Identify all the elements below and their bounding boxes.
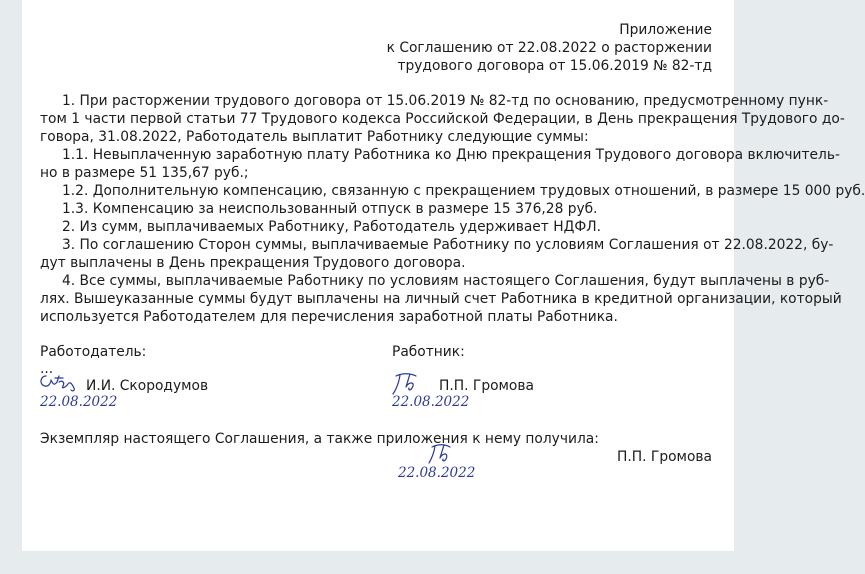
paragraph-3-line-2: дут выплачены в День прекращения Трудового договора. xyxy=(40,255,466,271)
employer-signature-icon xyxy=(38,370,78,396)
paragraph-1-line-1: 1. При расторжении трудового договора от 15.06.2019 № 82-тд по основанию, предусмотренному пунк- xyxy=(62,93,829,109)
paragraph-1-2: 1.2. Дополнительную компенсацию, связанную с прекращением трудовых отношений, в размере 15 000 руб. xyxy=(62,183,865,199)
receipt-text: Экземпляр настоящего Соглашения, а также приложения к нему получила: xyxy=(40,431,599,447)
paragraph-1-1-line-2: но в размере 51 135,67 руб.; xyxy=(40,165,249,181)
paragraph-4-line-1: 4. Все суммы, выплачиваемые Работнику по условиям настоящего Соглашения, будут выплачены в руб- xyxy=(62,273,830,289)
employer-name: И.И. Скородумов xyxy=(86,378,209,394)
paragraph-1-line-2: том 1 части первой статьи 77 Трудового кодекса Российской Федерации, в День прекращения Трудового до- xyxy=(40,111,845,127)
employer-date: 22.08.2022 xyxy=(40,394,118,410)
paragraph-1-line-3: говора, 31.08.2022, Работодатель выплатит Работнику следующие суммы: xyxy=(40,129,589,145)
header-line-agreement: к Соглашению от 22.08.2022 о расторжении xyxy=(386,40,712,56)
header-line-contract: трудового договора от 15.06.2019 № 82-тд xyxy=(397,58,712,74)
receipt-date: 22.08.2022 xyxy=(398,465,476,481)
employee-label: Работник: xyxy=(392,344,465,360)
employee-date: 22.08.2022 xyxy=(392,394,470,410)
employee-name: П.П. Громова xyxy=(439,378,534,394)
employer-label: Работодатель: xyxy=(40,344,147,360)
paragraph-3-line-1: 3. По соглашению Сторон суммы, выплачиваемые Работнику по условиям Соглашения от 22.08.2022, бу- xyxy=(62,237,834,253)
paragraph-4-line-3: используется Работодателем для перечисления заработной платы Работника. xyxy=(40,309,618,325)
header-title: Приложение xyxy=(619,22,712,38)
paragraph-1-1-line-1: 1.1. Невыплаченную заработную плату Работника ко Дню прекращения Трудового договора включитель- xyxy=(62,147,840,163)
receipt-name: П.П. Громова xyxy=(617,449,712,465)
paragraph-2: 2. Из сумм, выплачиваемых Работнику, Работодатель удерживает НДФЛ. xyxy=(62,219,602,235)
employer-placeholder: ... xyxy=(40,361,54,377)
paragraph-4-line-2: лях. Вышеуказанные суммы будут выплачены на личный счет Работника в кредитной организации, который xyxy=(40,291,842,307)
paragraph-1-3: 1.3. Компенсацию за неиспользованный отпуск в размере 15 376,28 руб. xyxy=(62,201,598,217)
document-page xyxy=(22,0,865,551)
